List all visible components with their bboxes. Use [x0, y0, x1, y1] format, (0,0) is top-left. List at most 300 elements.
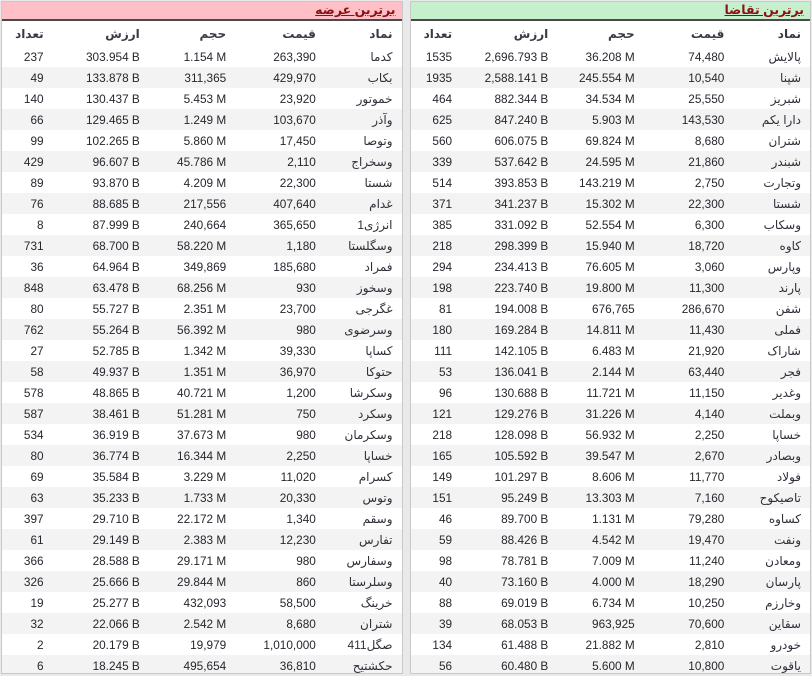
volume-cell: 24.595 M: [585, 154, 635, 169]
symbol-cell[interactable]: کدما: [370, 49, 393, 64]
table-row[interactable]: [2, 403, 402, 424]
table-row[interactable]: [2, 571, 402, 592]
table-row[interactable]: [411, 319, 811, 340]
count-cell: 534: [23, 427, 44, 442]
count-cell: 6: [37, 658, 44, 673]
volume-cell: 311,365: [184, 70, 227, 85]
symbol-cell[interactable]: صگل411: [347, 637, 393, 652]
table-row[interactable]: [2, 319, 402, 340]
symbol-cell[interactable]: وسکرشا: [349, 385, 393, 400]
value-cell: 55.264 B: [92, 322, 140, 337]
table-row[interactable]: [411, 172, 811, 193]
symbol-cell[interactable]: حتوکا: [365, 364, 393, 379]
count-cell: 59: [438, 532, 453, 547]
price-cell: 980: [296, 553, 316, 568]
table-row[interactable]: [411, 277, 811, 298]
count-cell: 180: [432, 322, 453, 337]
value-cell: 68.053 B: [501, 616, 549, 631]
table-row[interactable]: [2, 109, 402, 130]
price-cell: 263,390: [273, 49, 316, 64]
value-cell: 89.700 B: [501, 511, 549, 526]
count-cell: 1535: [425, 49, 453, 64]
table-row[interactable]: [2, 214, 402, 235]
top-supply-title-bar: [2, 2, 402, 21]
table-row[interactable]: [411, 46, 811, 67]
table-row[interactable]: [2, 634, 402, 655]
price-cell: 11,020: [280, 469, 316, 484]
count-cell: 1935: [425, 70, 453, 85]
volume-cell: 6.483 M: [592, 343, 635, 358]
value-cell: 93.870 B: [92, 175, 140, 190]
symbol-cell[interactable]: فجر: [780, 364, 801, 379]
symbol-cell[interactable]: یاقوت: [770, 658, 801, 673]
value-cell: 129.465 B: [86, 112, 140, 127]
count-cell: 560: [432, 133, 453, 148]
count-cell: 69: [30, 469, 44, 484]
symbol-cell[interactable]: شفن: [775, 301, 801, 316]
count-cell: 134: [432, 637, 453, 652]
count-cell: 61: [30, 532, 44, 547]
price-cell: 23,700: [279, 301, 316, 316]
symbol-cell[interactable]: وبملت: [769, 406, 801, 421]
volume-cell: 3.229 M: [183, 469, 227, 484]
volume-cell: 349,869: [183, 259, 227, 274]
price-cell: 39,330: [279, 343, 316, 358]
symbol-cell[interactable]: شبندر: [771, 154, 801, 169]
top-demand-title: برترین تقاضا: [724, 3, 804, 17]
price-cell: 11,430: [689, 322, 725, 337]
count-cell: 366: [23, 553, 44, 568]
value-cell: 133.878 B: [86, 70, 140, 85]
table-row[interactable]: [411, 67, 811, 88]
value-cell: 87.999 B: [92, 217, 140, 232]
value-cell: 63.478 B: [92, 280, 140, 295]
price-cell: 22,300: [279, 175, 316, 190]
volume-cell: 1.351 M: [183, 364, 227, 379]
symbol-cell[interactable]: انرژی1: [357, 217, 393, 232]
count-cell: 121: [432, 406, 453, 421]
count-cell: 88: [438, 595, 453, 610]
volume-cell: 1.342 M: [183, 343, 227, 358]
volume-cell: 34.534 M: [585, 91, 635, 106]
value-cell: 194.008 B: [494, 301, 549, 316]
price-cell: 429,970: [273, 70, 316, 85]
table-row[interactable]: [2, 277, 402, 298]
volume-cell: 8.606 M: [592, 469, 635, 484]
table-row[interactable]: [2, 529, 402, 550]
value-cell: 88.426 B: [501, 532, 549, 547]
column-header-volume: حجم: [607, 26, 635, 41]
table-row[interactable]: [2, 130, 402, 151]
table-row[interactable]: [411, 151, 811, 172]
symbol-cell[interactable]: شتران: [768, 133, 801, 148]
symbol-cell[interactable]: فمراد: [364, 259, 393, 274]
table-row[interactable]: [2, 508, 402, 529]
price-cell: 10,540: [688, 70, 725, 85]
volume-cell: 56.932 M: [585, 427, 635, 442]
value-cell: 20.179 B: [92, 637, 140, 652]
top-demand-table: [411, 21, 811, 674]
count-cell: 165: [432, 448, 453, 463]
value-cell: 61.488 B: [501, 637, 549, 652]
price-cell: 18,720: [688, 238, 725, 253]
symbol-cell[interactable]: فولاد: [776, 469, 801, 484]
volume-cell: 21.882 M: [585, 637, 635, 652]
symbol-cell[interactable]: پالایش: [768, 49, 801, 64]
table-row[interactable]: [2, 655, 402, 674]
volume-cell: 4.209 M: [183, 175, 227, 190]
value-cell: 341.237 B: [494, 196, 549, 211]
top-supply-table: [2, 21, 402, 674]
symbol-cell[interactable]: وخارزم: [765, 595, 801, 610]
volume-cell: 13.303 M: [585, 490, 635, 505]
column-header-count: تعداد: [423, 26, 453, 41]
value-cell: 882.344 B: [494, 91, 549, 106]
price-cell: 36,970: [279, 364, 316, 379]
value-cell: 95.249 B: [501, 490, 549, 505]
column-header-symbol: نماد: [777, 26, 801, 41]
volume-cell: 22.172 M: [177, 511, 227, 526]
volume-cell: 19.800 M: [585, 280, 635, 295]
table-row[interactable]: [411, 487, 811, 508]
price-cell: 750: [296, 406, 316, 421]
count-cell: 237: [23, 49, 44, 64]
table-row[interactable]: [2, 424, 402, 445]
symbol-cell[interactable]: کساپا: [365, 343, 393, 358]
count-cell: 76: [30, 196, 44, 211]
volume-cell: 11.721 M: [586, 385, 635, 400]
table-row[interactable]: [411, 571, 811, 592]
price-cell: 63,440: [688, 364, 725, 379]
column-header-count: تعداد: [15, 26, 44, 41]
table-row[interactable]: [411, 592, 811, 613]
volume-cell: 29.171 M: [177, 553, 227, 568]
table-row[interactable]: [2, 361, 402, 382]
count-cell: 39: [438, 616, 453, 631]
symbol-cell[interactable]: وسگلستا: [348, 238, 393, 253]
top-supply-title: برترین عرضه: [315, 3, 396, 17]
table-row[interactable]: [2, 88, 402, 109]
symbol-cell[interactable]: خساپا: [363, 448, 393, 463]
count-cell: 99: [30, 133, 44, 148]
table-row[interactable]: [411, 361, 811, 382]
symbol-cell[interactable]: وغدیر: [772, 385, 801, 400]
table-row[interactable]: [411, 88, 811, 109]
top-demand-panel: [410, 1, 812, 674]
count-cell: 514: [432, 175, 453, 190]
value-cell: 29.149 B: [92, 532, 140, 547]
count-cell: 81: [438, 301, 453, 316]
value-cell: 25.277 B: [92, 595, 140, 610]
symbol-cell[interactable]: وسخوز: [356, 280, 393, 295]
count-cell: 339: [432, 154, 453, 169]
table-row[interactable]: [2, 67, 402, 88]
count-cell: 27: [30, 343, 44, 358]
volume-cell: 15.940 M: [585, 238, 635, 253]
volume-cell: 2.383 M: [183, 532, 227, 547]
volume-cell: 5.453 M: [183, 91, 227, 106]
symbol-cell[interactable]: خموتور: [356, 91, 393, 106]
value-cell: 36.774 B: [92, 448, 140, 463]
count-cell: 53: [438, 364, 453, 379]
value-cell: 73.160 B: [501, 574, 549, 589]
value-cell: 48.865 B: [92, 385, 140, 400]
symbol-cell[interactable]: وسخراج: [351, 154, 393, 169]
column-header-volume: حجم: [199, 26, 227, 41]
symbol-cell[interactable]: وتوصا: [363, 133, 393, 148]
price-cell: 74,480: [688, 49, 725, 64]
symbol-cell[interactable]: تفارس: [358, 532, 393, 547]
symbol-cell[interactable]: کسرام: [358, 469, 393, 484]
count-cell: 218: [432, 427, 453, 442]
table-row[interactable]: [2, 550, 402, 571]
volume-cell: 217,556: [183, 196, 227, 211]
price-cell: 407,640: [273, 196, 316, 211]
symbol-cell[interactable]: وسفارس: [346, 553, 393, 568]
price-cell: 20,330: [279, 490, 316, 505]
table-row[interactable]: [2, 256, 402, 277]
table-row[interactable]: [2, 487, 402, 508]
top-demand-title-bar: [411, 2, 811, 21]
volume-cell: 143.219 M: [578, 175, 635, 190]
value-cell: 28.588 B: [92, 553, 140, 568]
price-cell: 11,300: [689, 280, 725, 295]
table-row[interactable]: [411, 445, 811, 466]
table-row[interactable]: [2, 382, 402, 403]
symbol-cell[interactable]: وسقم: [362, 511, 393, 526]
price-cell: 23,920: [279, 91, 316, 106]
symbol-cell[interactable]: ونفت: [774, 532, 801, 547]
volume-cell: 39.547 M: [585, 448, 635, 463]
symbol-cell[interactable]: کساوه: [768, 511, 801, 526]
volume-cell: 1.733 M: [183, 490, 227, 505]
value-cell: 847.240 B: [494, 112, 549, 127]
symbol-cell[interactable]: وآذر: [372, 112, 393, 127]
symbol-cell[interactable]: وسرضوی: [344, 322, 393, 337]
table-row[interactable]: [2, 172, 402, 193]
table-row[interactable]: [2, 235, 402, 256]
volume-cell: 69.824 M: [585, 133, 635, 148]
symbol-cell[interactable]: وپارس: [767, 259, 801, 274]
volume-cell: 1.131 M: [592, 511, 635, 526]
price-cell: 2,810: [694, 637, 725, 652]
count-cell: 371: [432, 196, 453, 211]
count-cell: 140: [23, 91, 44, 106]
column-header-price: قیمت: [690, 26, 725, 41]
value-cell: 606.075 B: [494, 133, 549, 148]
table-row[interactable]: [2, 592, 402, 613]
symbol-cell[interactable]: شپنا: [780, 70, 801, 85]
value-cell: 2,588.141 B: [484, 70, 549, 85]
value-cell: 102.265 B: [86, 133, 140, 148]
count-cell: 149: [432, 469, 453, 484]
table-row[interactable]: [411, 256, 811, 277]
symbol-cell[interactable]: شتران: [360, 616, 393, 631]
count-cell: 218: [432, 238, 453, 253]
column-header-price: قیمت: [282, 26, 316, 41]
price-cell: 286,670: [681, 301, 725, 316]
symbol-cell[interactable]: وسکاب: [763, 217, 801, 232]
volume-cell: 14.811 M: [586, 322, 635, 337]
volume-cell: 676,765: [592, 301, 635, 316]
value-cell: 223.740 B: [494, 280, 549, 295]
count-cell: 111: [434, 343, 453, 358]
value-cell: 129.276 B: [494, 406, 549, 421]
symbol-cell[interactable]: غدام: [369, 196, 393, 211]
symbol-cell[interactable]: وسلرستا: [348, 574, 393, 589]
price-cell: 7,160: [694, 490, 725, 505]
count-cell: 464: [432, 91, 453, 106]
table-row[interactable]: [411, 340, 811, 361]
symbol-cell[interactable]: حکشتیح: [352, 658, 393, 673]
price-cell: 79,280: [688, 511, 725, 526]
value-cell: 22.066 B: [92, 616, 140, 631]
count-cell: 385: [432, 217, 453, 232]
value-cell: 234.413 B: [494, 259, 549, 274]
count-cell: 36: [30, 259, 44, 274]
table-header-row: [2, 21, 402, 46]
column-header-value: ارزش: [105, 26, 140, 41]
price-cell: 2,110: [287, 154, 316, 169]
value-cell: 60.480 B: [501, 658, 549, 673]
value-cell: 101.297 B: [494, 469, 549, 484]
volume-cell: 51.281 M: [177, 406, 227, 421]
symbol-cell[interactable]: سقاین: [768, 616, 801, 631]
symbol-cell[interactable]: کاوه: [779, 238, 801, 253]
count-cell: 578: [23, 385, 44, 400]
symbol-cell[interactable]: فملی: [774, 322, 801, 337]
table-row[interactable]: [411, 130, 811, 151]
count-cell: 98: [438, 553, 453, 568]
symbol-cell[interactable]: وتجارت: [763, 175, 801, 190]
table-row[interactable]: [411, 613, 811, 634]
table-row[interactable]: [411, 235, 811, 256]
symbol-cell[interactable]: پارسان: [765, 574, 801, 589]
count-cell: 762: [23, 322, 44, 337]
volume-cell: 36.208 M: [585, 49, 635, 64]
column-header-value: ارزش: [513, 26, 549, 41]
table-row[interactable]: [2, 466, 402, 487]
value-cell: 298.399 B: [494, 238, 549, 253]
table-row[interactable]: [411, 193, 811, 214]
price-cell: 2,250: [694, 427, 725, 442]
volume-cell: 5.903 M: [592, 112, 635, 127]
price-cell: 8,680: [694, 133, 725, 148]
symbol-cell[interactable]: ومعادن: [765, 553, 801, 568]
value-cell: 38.461 B: [92, 406, 140, 421]
price-cell: 6,300: [694, 217, 725, 232]
symbol-cell[interactable]: خساپا: [772, 427, 801, 442]
table-row[interactable]: [411, 214, 811, 235]
table-row[interactable]: [411, 382, 811, 403]
count-cell: 294: [432, 259, 453, 274]
price-cell: 980: [296, 322, 316, 337]
table-row[interactable]: [411, 655, 811, 674]
table-row[interactable]: [411, 298, 811, 319]
table-row[interactable]: [2, 445, 402, 466]
table-row[interactable]: [411, 424, 811, 445]
volume-cell: 432,093: [183, 595, 227, 610]
volume-cell: 6.734 M: [592, 595, 635, 610]
count-cell: 848: [23, 280, 44, 295]
value-cell: 52.785 B: [92, 343, 140, 358]
value-cell: 303.954 B: [86, 49, 140, 64]
symbol-cell[interactable]: پارند: [778, 280, 801, 295]
price-cell: 12,230: [279, 532, 316, 547]
table-row[interactable]: [2, 193, 402, 214]
volume-cell: 4.000 M: [592, 574, 635, 589]
symbol-cell[interactable]: شستا: [772, 196, 801, 211]
symbol-cell[interactable]: تاصیکوح: [759, 490, 801, 505]
price-cell: 17,450: [279, 133, 316, 148]
symbol-cell[interactable]: وتوس: [362, 490, 393, 505]
symbol-cell[interactable]: شستا: [364, 175, 393, 190]
price-cell: 2,750: [694, 175, 725, 190]
count-cell: 397: [23, 511, 44, 526]
symbol-cell[interactable]: وبصادر: [766, 448, 801, 463]
price-cell: 11,770: [689, 469, 725, 484]
value-cell: 130.688 B: [494, 385, 549, 400]
count-cell: 66: [30, 112, 44, 127]
table-row[interactable]: [411, 508, 811, 529]
table-row[interactable]: [2, 340, 402, 361]
count-cell: 8: [37, 217, 44, 232]
value-cell: 88.685 B: [92, 196, 140, 211]
symbol-cell[interactable]: شبریز: [770, 91, 801, 106]
table-row[interactable]: [2, 613, 402, 634]
symbol-cell[interactable]: وسکرد: [358, 406, 393, 421]
count-cell: 198: [432, 280, 453, 295]
table-row[interactable]: [2, 151, 402, 172]
volume-cell: 15.302 M: [585, 196, 635, 211]
table-row[interactable]: [2, 46, 402, 67]
table-row[interactable]: [411, 109, 811, 130]
value-cell: 55.727 B: [92, 301, 140, 316]
symbol-cell[interactable]: دارا یکم: [761, 112, 801, 127]
table-row[interactable]: [411, 550, 811, 571]
volume-cell: 240,664: [183, 217, 227, 232]
table-row[interactable]: [411, 529, 811, 550]
count-cell: 731: [23, 238, 44, 253]
table-row[interactable]: [411, 466, 811, 487]
count-cell: 96: [438, 385, 453, 400]
volume-cell: 963,925: [592, 616, 635, 631]
price-cell: 1,200: [286, 385, 316, 400]
symbol-cell[interactable]: خرینگ: [360, 595, 393, 610]
value-cell: 18.245 B: [92, 658, 140, 673]
symbol-cell[interactable]: بکاب: [367, 70, 393, 85]
volume-cell: 5.600 M: [592, 658, 635, 673]
value-cell: 331.092 B: [494, 217, 549, 232]
symbol-cell[interactable]: غگرجی: [355, 301, 393, 316]
volume-cell: 58.220 M: [177, 238, 227, 253]
symbol-cell[interactable]: وسکرمان: [344, 427, 393, 442]
value-cell: 49.937 B: [92, 364, 140, 379]
table-row[interactable]: [411, 403, 811, 424]
value-cell: 128.098 B: [494, 427, 549, 442]
volume-cell: 2.144 M: [592, 364, 635, 379]
volume-cell: 4.542 M: [592, 532, 635, 547]
count-cell: 58: [30, 364, 44, 379]
table-row[interactable]: [2, 298, 402, 319]
count-cell: 151: [432, 490, 453, 505]
price-cell: 2,670: [694, 448, 725, 463]
symbol-cell[interactable]: خودرو: [770, 637, 801, 652]
price-cell: 1,340: [286, 511, 316, 526]
price-cell: 930: [296, 280, 316, 295]
symbol-cell[interactable]: شاراک: [767, 343, 801, 358]
table-row[interactable]: [411, 634, 811, 655]
